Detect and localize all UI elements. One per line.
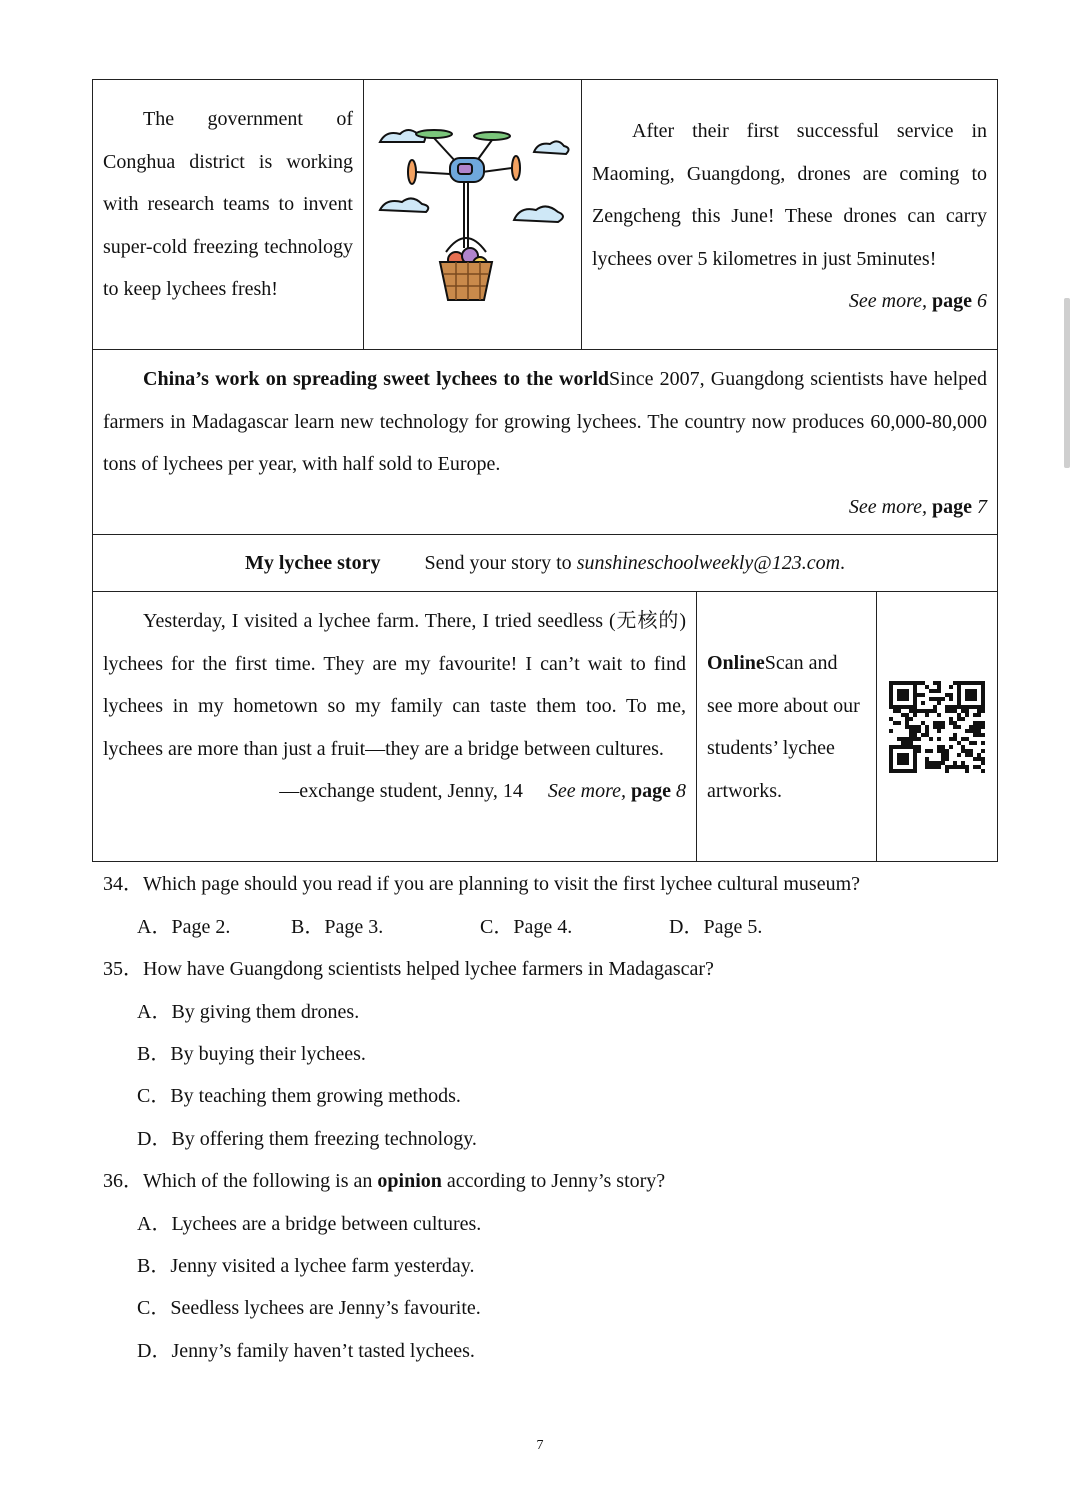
drones-text: After their first successful service in Maoming, Guangdong, drones are coming to Zengcheng this June! These drones can carry lychees over 5 kilometres in just 5minutes! xyxy=(592,120,987,270)
option-c[interactable]: C．By teaching them growing methods. xyxy=(137,1085,461,1108)
cell-jenny-story xyxy=(93,592,696,861)
option-a[interactable]: A．Page 2. xyxy=(137,915,231,938)
see-more-link[interactable]: See more, page 7 xyxy=(848,495,987,518)
question-35: 35．How have Guangdong scientists helped lychee farmers in Madagascar? xyxy=(103,958,714,980)
cell-drones xyxy=(581,80,997,349)
page-number: 7 xyxy=(536,1438,544,1453)
see-more-link[interactable]: See more, page 8 xyxy=(547,780,686,802)
question-34-options xyxy=(103,906,1003,949)
option-b[interactable]: B．Page 3. xyxy=(291,915,384,938)
china-work-title: China’s work on spreading sweet lychees to the world xyxy=(143,368,610,390)
question-34: 34．Which page should you read if you are planning to visit the first lychee cultural museum? xyxy=(103,873,861,895)
row-news-tech xyxy=(92,80,998,350)
row-jenny-story xyxy=(92,592,998,862)
option-d[interactable]: D．Page 5. xyxy=(669,915,763,938)
freezing-tech-text: The government of Conghua district is working with research teams to invent super-cold freezing technology to keep lychees fresh! xyxy=(103,108,353,300)
option-a[interactable]: A．By giving them drones. xyxy=(137,1000,360,1023)
online-text: OnlineScan and see more about our students’ lychee artworks. xyxy=(707,652,860,802)
row-story-header xyxy=(92,535,998,592)
cloud-icon xyxy=(380,198,428,212)
option-d[interactable]: D．By offering them freezing technology. xyxy=(137,1127,477,1150)
questions-section xyxy=(103,863,1003,1372)
cloud-icon xyxy=(534,141,569,154)
cell-online xyxy=(696,592,876,861)
drone-carrying-lychee-basket-illustration xyxy=(364,80,580,348)
story-title: My lychee story xyxy=(244,552,381,574)
question-36: 36．Which of the following is an opinion according to Jenny’s story? xyxy=(103,1170,666,1193)
option-c[interactable]: C．Page 4. xyxy=(480,915,573,938)
option-d[interactable]: D．Jenny’s family haven’t tasted lychees. xyxy=(137,1339,475,1362)
qr-code-icon[interactable] xyxy=(889,681,985,773)
cell-illustration xyxy=(363,80,581,349)
option-b[interactable]: B．Jenny visited a lychee farm yesterday. xyxy=(137,1255,475,1278)
jenny-story-text: Yesterday, I visited a lychee farm. There, I tried seedless (无核的) lychees for the first time. They are my favourite! I can’t wait to find lychees in my hometown so my family can taste them too. To me, lychees are more than just a fruit—they are a bridge between cultures. xyxy=(103,610,686,760)
cell-freezing-tech xyxy=(93,80,363,349)
cell-qr xyxy=(876,592,997,861)
page-edge-shadow xyxy=(1064,298,1070,468)
option-a[interactable]: A．Lychees are a bridge between cultures. xyxy=(137,1212,482,1235)
drone-icon xyxy=(408,130,520,248)
lychee-basket-icon xyxy=(440,238,492,300)
story-signature: —exchange student, Jenny, 14 See more, page 8 xyxy=(279,780,686,802)
china-work-text: China’s work on spreading sweet lychees to the worldSince 2007, Guangdong scientists have helped farmers in Madagascar learn new technology for growing lychees. The country now produces 60,000-80,000 tons of lychees per year, with half sold to Europe. xyxy=(103,368,987,475)
option-b[interactable]: B．By buying their lychees. xyxy=(137,1042,366,1065)
story-header: My lychee story Send your story to sunshineschoolweekly@123.com. xyxy=(244,552,846,574)
newsletter-table xyxy=(92,79,998,862)
cloud-icon xyxy=(514,206,563,222)
see-more-link[interactable]: See more, page 6 xyxy=(848,290,987,312)
row-china-work xyxy=(92,350,998,535)
email-link[interactable]: sunshineschoolweekly@123.com xyxy=(576,552,841,574)
option-c[interactable]: C．Seedless lychees are Jenny’s favourite. xyxy=(137,1297,481,1320)
